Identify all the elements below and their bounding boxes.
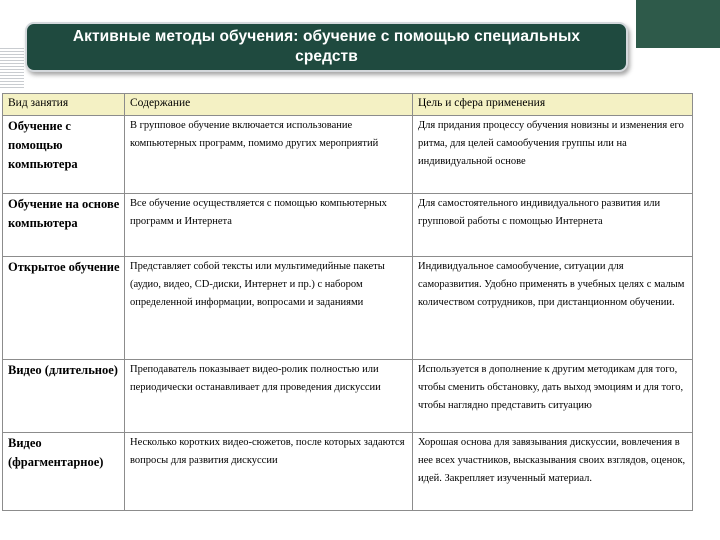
slide-title [25,22,628,72]
cell-purpose: Используется в дополнение к другим методикам для того, чтобы сменить обстановку, дать выход эмоциям и для того, чтобы наглядно представить ситуацию [413,360,693,433]
cell-purpose: Для самостоятельного индивидуального развития или групповой работы с помощью Интернета [413,194,693,257]
table-row [3,116,693,194]
column-header-type: Вид занятия [3,94,125,116]
table-row [3,360,693,433]
cell-purpose: Хорошая основа для завязывания дискуссии, вовлечения в нее всех участников, высказывания своих взглядов, оценок, идей. Закрепляет изученный материал. [413,433,693,511]
column-header-content: Содержание [125,94,413,116]
table-row [3,257,693,360]
cell-type: Открытое обучение [3,257,125,360]
cell-purpose: Для придания процессу обучения новизны и изменения его ритма, для целей самообучения группы или на индивидуальной основе [413,116,693,194]
table-header-row [3,94,693,116]
cell-content: Все обучение осуществляется с помощью компьютерных программ и Интернета [125,194,413,257]
cell-type: Обучение с помощью компьютера [3,116,125,194]
cell-content: Несколько коротких видео-сюжетов, после которых задаются вопросы для развития дискуссии [125,433,413,511]
cell-type: Обучение на основе компьютера [3,194,125,257]
cell-content: Представляет собой тексты или мультимедийные пакеты (аудио, видео, CD-диски, Интернет и пр.) с набором определенной информации, вопросами и заданиями [125,257,413,360]
cell-purpose: Индивидуальное самообучение, ситуации для саморазвития. Удобно применять в учебных целях с малым количеством сотрудников, при дистанционном обучении. [413,257,693,360]
table-row [3,433,693,511]
column-header-purpose: Цель и сфера применения [413,94,693,116]
cell-type: Видео (фрагментарное) [3,433,125,511]
header-accent-block [636,0,720,48]
decorative-stripes [0,48,24,88]
methods-table [2,93,693,511]
cell-content: В групповое обучение включается использование компьютерных программ, помимо других мероприятий [125,116,413,194]
cell-type: Видео (длительное) [3,360,125,433]
cell-content: Преподаватель показывает видео-ролик полностью или периодически останавливает для проведения дискуссии [125,360,413,433]
table-row [3,194,693,257]
slide-title-line-2: средств [295,48,358,65]
slide-title-line-1: Активные методы обучения: обучение с помощью специальных [72,28,581,45]
